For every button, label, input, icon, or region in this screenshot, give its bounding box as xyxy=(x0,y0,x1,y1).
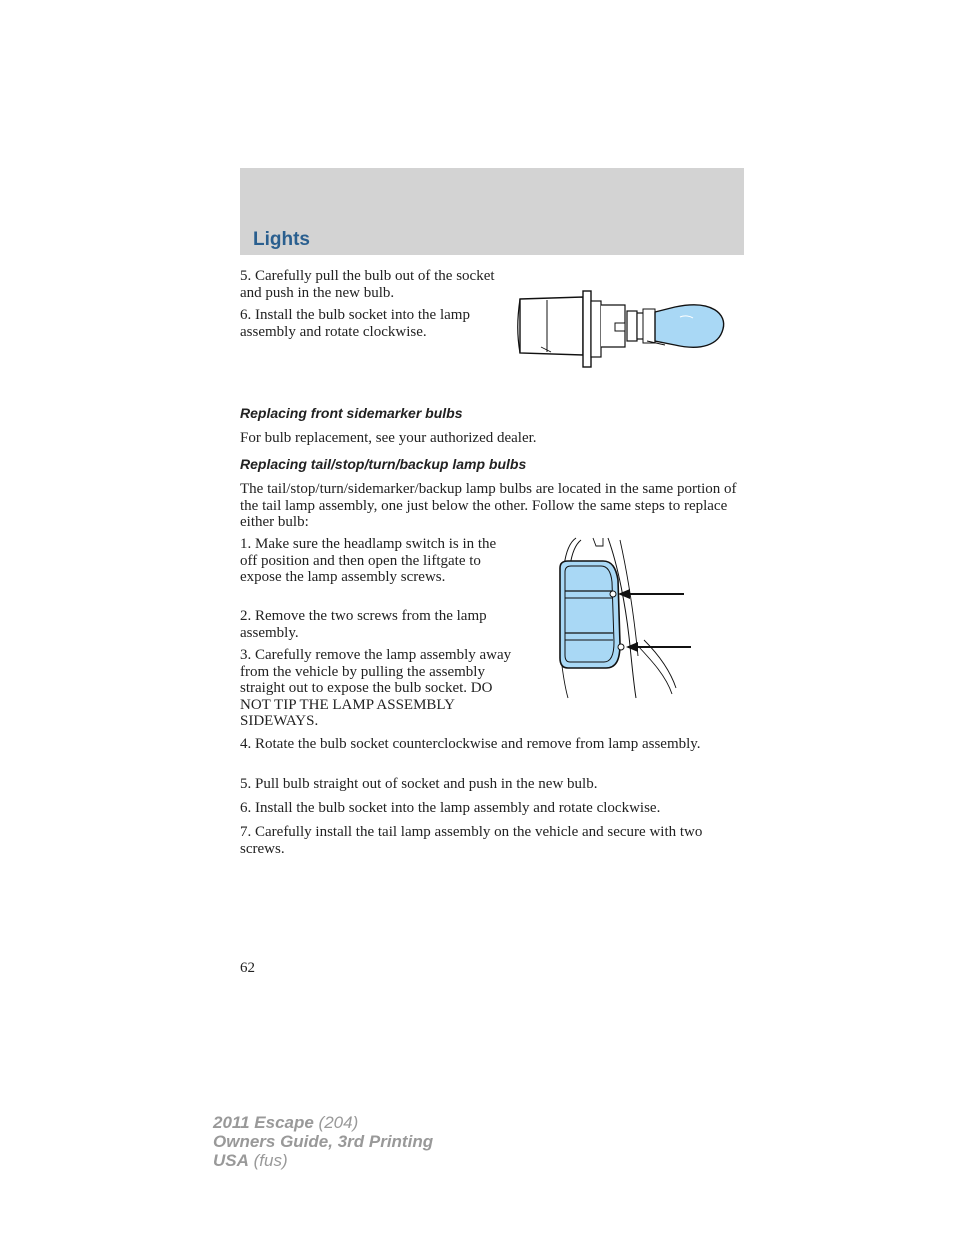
step-7-install-lamp: 7. Carefully install the tail lamp assembly on the vehicle and secure with two screws. xyxy=(240,824,703,857)
step-3-remove-lamp: 3. Carefully remove the lamp assembly away from the vehicle by pulling the assembly straight out to expose the bulb socket. DO NOT TIP THE LAMP ASSEMBLY SIDEWAYS. xyxy=(240,647,512,729)
footer-region-code: (fus) xyxy=(248,1151,288,1170)
step-1-headlamp-switch: 1. Make sure the headlamp switch is in the off position and then open the liftgate to expose the lamp assembly screws. xyxy=(240,536,497,585)
footer-line-guide: Owners Guide, 3rd Printing xyxy=(213,1132,434,1151)
footer-line-model xyxy=(213,1113,433,1132)
footer-region: USA xyxy=(213,1151,249,1170)
footer-model-code: (204) xyxy=(313,1113,359,1132)
bulb-socket-illustration xyxy=(515,285,730,370)
tail-lamp-intro: The tail/stop/turn/sidemarker/backup lamp bulbs are located in the same portion of the tail lamp assembly, one just below the other. Follow the same steps to replace either bulb: xyxy=(240,481,737,530)
page-number: 62 xyxy=(240,960,255,976)
section-header xyxy=(240,168,744,255)
sidemarker-body: For bulb replacement, see your authorized dealer. xyxy=(240,430,537,446)
footer-line-region xyxy=(213,1151,433,1170)
step-6-install-socket-tail: 6. Install the bulb socket into the lamp assembly and rotate clockwise. xyxy=(240,800,661,816)
heading-tail-lamp: Replacing tail/stop/turn/backup lamp bulbs xyxy=(240,456,527,472)
step-4-rotate-socket: 4. Rotate the bulb socket counterclockwise and remove from lamp assembly. xyxy=(240,736,701,752)
heading-front-sidemarker: Replacing front sidemarker bulbs xyxy=(240,405,463,421)
step-2-remove-screws: 2. Remove the two screws from the lamp assembly. xyxy=(240,608,487,641)
step-6-install-socket: 6. Install the bulb socket into the lamp assembly and rotate clockwise. xyxy=(240,307,470,340)
step-5-bulb-pull: 5. Carefully pull the bulb out of the socket and push in the new bulb. xyxy=(240,268,495,301)
section-title: Lights xyxy=(253,229,310,250)
step-5-pull-bulb: 5. Pull bulb straight out of socket and push in the new bulb. xyxy=(240,776,598,792)
tail-lamp-illustration xyxy=(548,536,693,701)
footer-model: 2011 Escape xyxy=(213,1113,314,1132)
document-footer xyxy=(213,1113,433,1170)
